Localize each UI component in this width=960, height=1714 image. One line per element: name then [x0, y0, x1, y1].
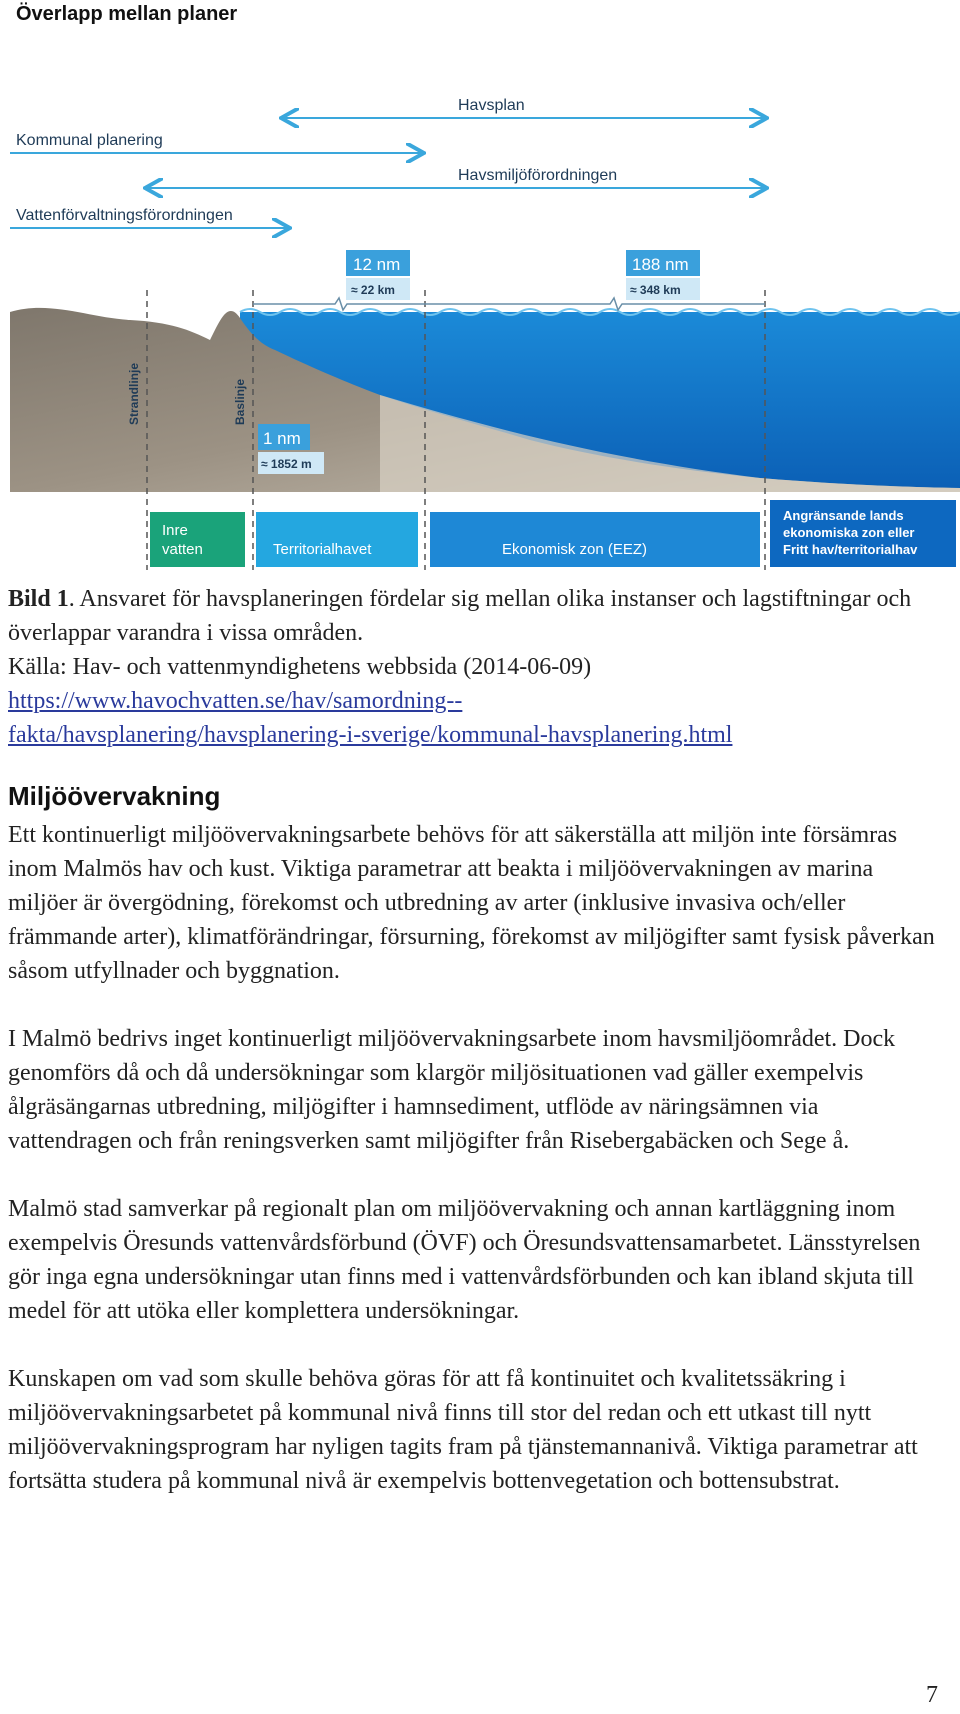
zone-inre-label-2: vatten — [162, 541, 203, 558]
zone-angr-label-3: Fritt hav/territorialhav — [783, 542, 918, 557]
tag-12nm-label: 12 nm — [353, 255, 401, 274]
kommunal-label: Kommunal planering — [16, 132, 163, 149]
section-heading: Miljöövervakning — [8, 781, 221, 811]
page-number: 7 — [926, 1682, 938, 1708]
paragraph-2: I Malmö bedrivs inget kontinuerligt miljöövervakningsarbete inom havsmiljöområdet. Dock genomförs då och då undersökningar som klargör miljösituationen vad gäller exempelvis ålgräsängarnas utbredning, miljögifter i hamnsediment, utflöde av näringsämnen via vattendragen och från reningsverken samt miljögifter från Risebergabäcken och Sege å. — [8, 1026, 896, 1154]
zone-eez — [430, 512, 760, 567]
zone-territorial — [256, 512, 418, 567]
tag-348km-label: ≈ 348 km — [630, 283, 681, 297]
zone-inre-vatten — [150, 512, 245, 567]
caption-text: . Ansvaret för havsplaneringen fördelar sig mellan olika instanser och lagstiftningar och överlappar varandra i vissa områden. — [8, 586, 912, 646]
section-body — [8, 818, 938, 1498]
tag-1852m-label: ≈ 1852 m — [261, 457, 312, 471]
tag-188nm-label: 188 nm — [632, 255, 689, 274]
tag-22km-label: ≈ 22 km — [351, 283, 395, 297]
caption-url-1[interactable]: https://www.havochvatten.se/hav/samordning-- — [8, 688, 463, 714]
havsplan-label: Havsplan — [458, 97, 525, 114]
vattenforvaltning-label: Vattenförvaltningsförordningen — [16, 207, 233, 224]
zone-eez-label: Ekonomisk zon (EEZ) — [502, 541, 648, 558]
paragraph-3: Malmö stad samverkar på regionalt plan om miljöövervakning och annan kartläggning inom exempelvis Öresunds vattenvårdsförbund (ÖVF) och Öresundsvattensamarbetet. Länsstyrelsen gör inga egna undersökningar utan finns med i vattenvårdsförbunden och kan ibland skjuta till medel för att utöka eller komplettera undersökningar. — [8, 1196, 921, 1324]
caption-url-2[interactable]: fakta/havsplanering/havsplanering-i-sverige/kommunal-havsplanering.html — [8, 722, 733, 748]
zone-inre-label-1: Inre — [162, 522, 188, 539]
figure-title: Överlapp mellan planer — [16, 3, 238, 25]
zone-angr-label-2: ekonomiska zon eller — [783, 525, 915, 540]
havsmiljo-label: Havsmiljöförordningen — [458, 167, 618, 184]
tag-1nm-label: 1 nm — [263, 429, 301, 448]
caption-label: Bild 1 — [8, 586, 69, 612]
strandlinje-label: Strandlinje — [127, 362, 141, 425]
paragraph-1: Ett kontinuerligt miljöövervakningsarbete behövs för att säkerställa att miljön inte försämras inom Malmös hav och kust. Viktiga parametrar att beakta i miljöövervakningen av marina miljöer är övergödning, förekomst och utbredning av arter (inklusive invasiva och/eller främmande arter), klimatförändringar, försurning, förekomst av miljögifter samt fysisk påverkan såsom utfyllnader och byggnation. — [8, 822, 935, 984]
paragraph-4: Kunskapen om vad som skulle behöva göras för att få kontinuitet och kvalitetssäkring i miljöövervakningsarbetet på kommunal nivå finns till stor del redan och ett utkast till nytt miljöövervakningsprogram har nyligen tagits fram på tjänstemannanivå. Viktiga parametrar att fortsätta studera på kommunal nivå är exempelvis bottenvegetation och bottensubstrat. — [8, 1366, 918, 1494]
caption-source: Källa: Hav- och vattenmyndighetens webbsida (2014-06-09) — [8, 654, 592, 680]
ocean-zones-figure — [0, 0, 960, 575]
baslinje-label: Baslinje — [233, 378, 247, 425]
zone-territorial-label: Territorialhavet — [273, 541, 372, 558]
figure-caption — [8, 582, 938, 752]
zone-angr-label-1: Angränsande lands — [783, 508, 904, 523]
